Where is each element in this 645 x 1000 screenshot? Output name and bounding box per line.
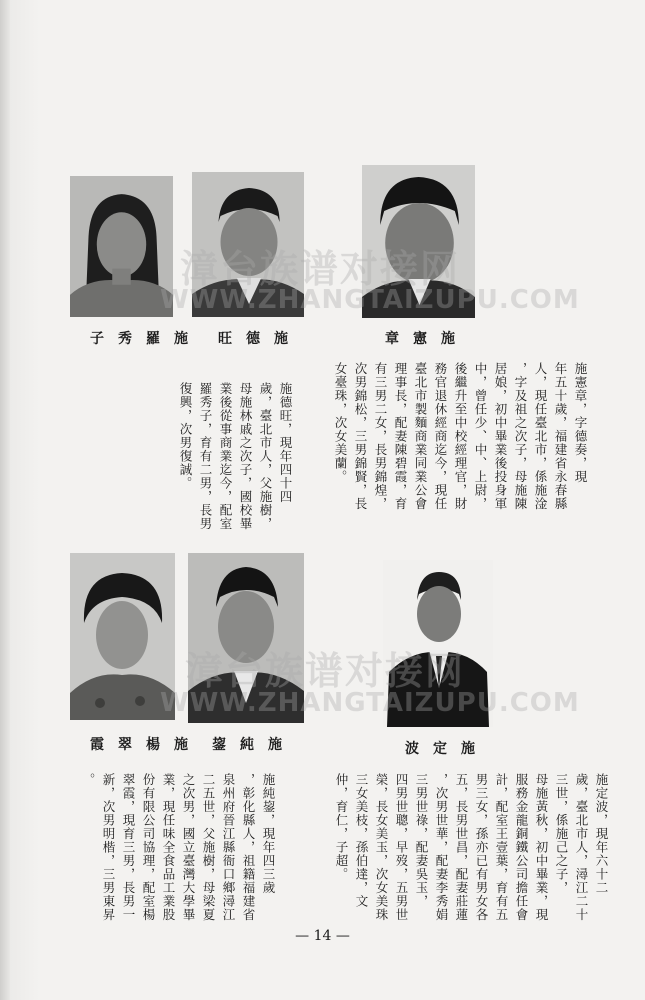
portrait-shi-yang-cuixia [70,553,175,720]
bio-line: 四男世聰，早歿，五男世 [394,773,409,922]
bio-line: 榮，長女美玉，次女美珠 [374,773,389,922]
biography-shi-xianzhang [327,362,590,527]
bio-line: 施德旺，現年四十四 [278,382,293,504]
portrait-shi-chunjun [188,553,304,723]
bio-line: ，彰化縣人，祖籍福建省 [241,773,256,922]
bio-line: 二五世，父施樹，母梁夏 [201,773,216,922]
bio-line: 次男錦松，三男錦賢，長 [353,362,368,511]
bio-line: 臺北市製麵商業同業公會 [413,362,428,511]
bio-line: 計，配室王壹葉，育有五 [494,773,509,922]
bio-line: 施憲章，字德奏，現 [573,362,588,484]
bio-line: 男三女，孫亦已有男女各 [474,773,489,922]
bio-line: 歲，臺北市人，父施樹， [258,382,273,531]
book-gutter-shadow [0,0,10,1000]
bio-line: ，字及祖之次子，母施陳 [513,362,528,511]
bio-line: ，次男世華，配妻李秀娟 [434,773,449,922]
page-number: — 14 — [295,928,350,944]
bio-line: 居娘，初中畢業後投身軍 [493,362,508,511]
bio-line: 理事長，配妻陳碧霞，育 [393,362,408,511]
biography-shi-dewang [170,382,295,542]
bio-line: 母施林戚之次子，國校畢 [238,382,253,531]
bio-line: 新，次男明楷，三男東昇 [101,773,116,922]
bio-line: 務官退休經商迄今，現任 [433,362,448,511]
bio-line: 五，長男世昌，配妻莊蓮 [454,773,469,922]
bio-line: 三男世祿，配妻吳玉， [414,773,429,908]
portrait-shi-dingbo [383,560,493,727]
bio-line: 。 [81,773,96,787]
bio-line: 女臺珠，次女美蘭。 [333,362,348,484]
caption-shi-yang-cuixia: 霞翠楊施 [90,737,202,753]
bio-line: 泉州府晉江縣衙口鄉潯江 [221,773,236,922]
bio-line: 三世，係施己之子， [554,773,569,895]
bio-line: 施定波，現年六十二 [594,773,609,895]
watermark-url: WWW.ZHANGTAIZUPU.COM [160,688,580,718]
bio-line: 人，現任臺北市，係施淦 [533,362,548,511]
caption-shi-xianzhang: 章憲施 [385,331,469,347]
bio-line: 歲，臺北市人，潯江二十 [574,773,589,922]
bio-line: 服務金龍銅鐵公司擔任會 [514,773,529,922]
bio-line: 業後從事商業迄今，配室 [218,382,233,531]
bio-line: 之次男，國立臺灣大學畢 [181,773,196,922]
bio-line: 中，曾任少、中、上尉， [473,362,488,511]
bio-line: 三女美枝，孫伯達，文 [354,773,369,908]
watermark-chinese: 漳台族谱对接网 [180,247,461,291]
biography-shi-chunjun [75,773,278,922]
bio-line: 業，現任味全食品工業股 [161,773,176,922]
caption-shi-luo-xiuzi: 子秀羅施 [90,331,202,347]
portrait-shi-xianzhang [362,165,475,318]
watermark-chinese: 漳台族谱对接网 [185,649,466,693]
caption-shi-chunjun: 鋆純施 [212,737,296,753]
portrait-shi-dewang [192,172,304,317]
biography-shi-dingbo [328,773,611,922]
bio-line: 母施黃秋，初中畢業，現 [534,773,549,922]
caption-shi-dewang: 旺德施 [218,331,302,347]
bio-line: 施純鋆，現年四三歲 [261,773,276,895]
bio-line: 翠霞，現育三男，長男一 [121,773,136,922]
bio-line: 復興，次男復誠。 [178,382,193,490]
bio-line: 羅秀子，育有二男，長男 [198,382,213,531]
bio-line: 年五十歲，福建省永春縣 [553,362,568,511]
caption-shi-dingbo: 波定施 [405,741,489,757]
watermark-url: WWW.ZHANGTAIZUPU.COM [160,285,580,315]
bio-line: 有三男二女，長男錦煌， [373,362,388,511]
bio-line: 份有限公司協理，配室楊 [141,773,156,922]
portrait-shi-luo-xiuzi [70,176,173,317]
bio-line: 仲，育仁，子超。 [334,773,349,881]
bio-line: 後繼升至中校經理官，財 [453,362,468,511]
